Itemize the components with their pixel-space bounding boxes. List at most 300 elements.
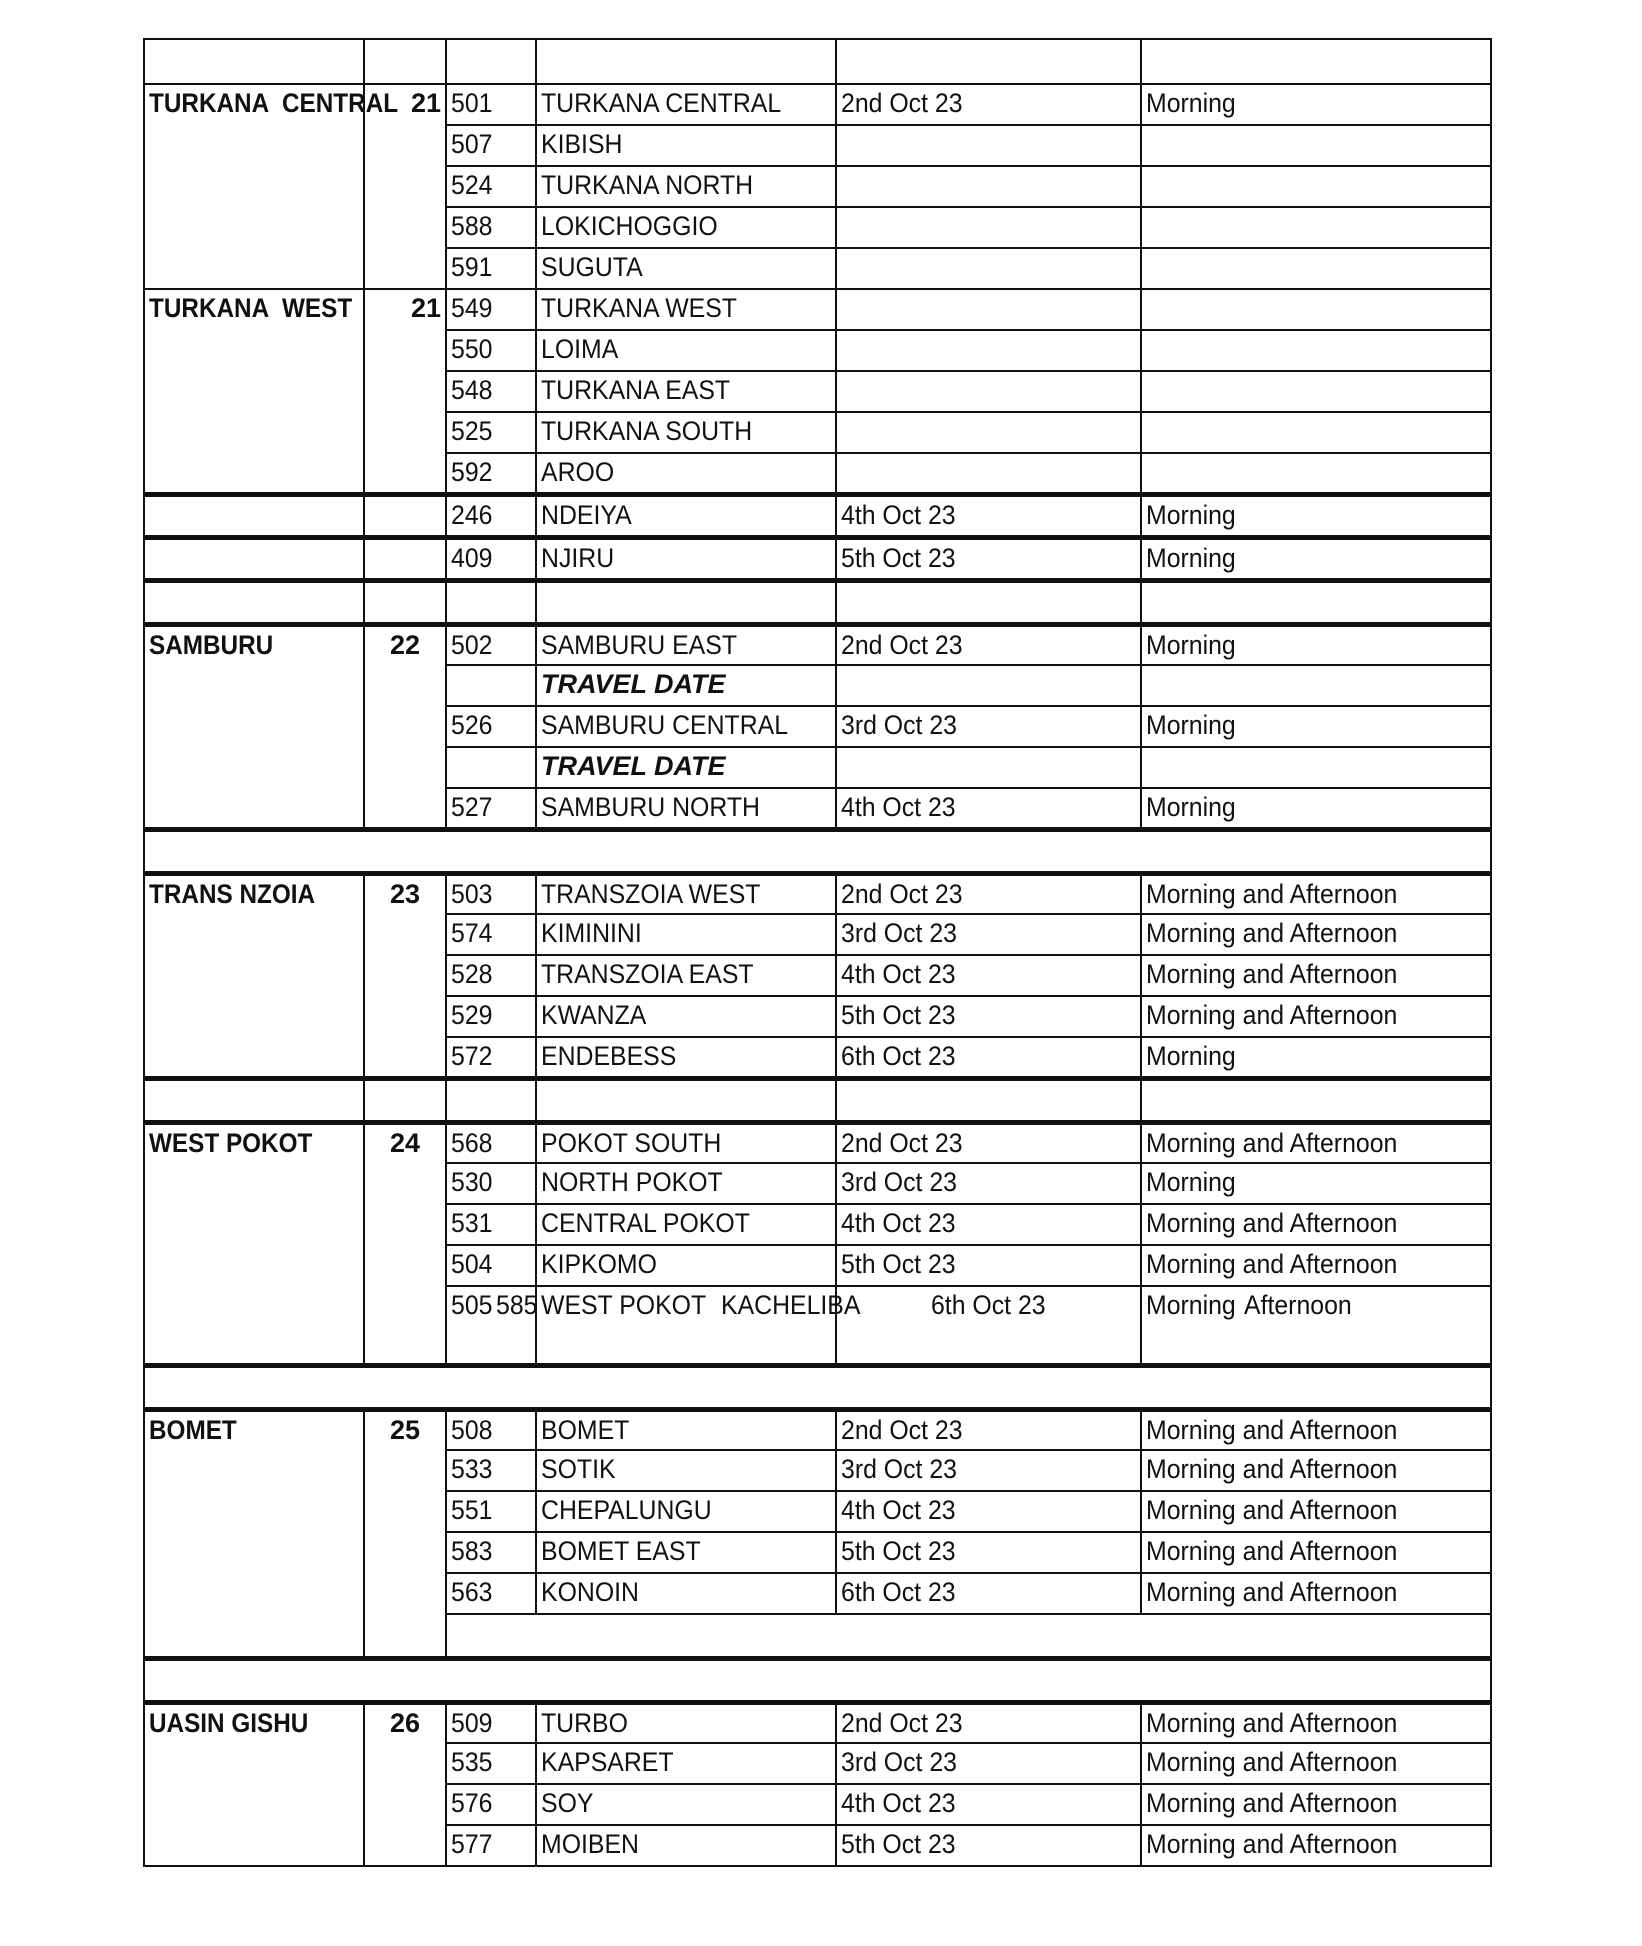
constituency-name: [536, 1784, 836, 1825]
session: [1141, 1204, 1491, 1245]
exam-date-text: 6th Oct 23: [931, 1290, 1046, 1320]
exam-date: [836, 125, 1141, 166]
constituency-code: [446, 1204, 536, 1245]
county-name-text: UASIN GISHU: [149, 1707, 309, 1738]
exam-date: [836, 624, 1141, 665]
constituency-code: [446, 1122, 536, 1163]
exam-date: [836, 1037, 1141, 1078]
constituency-code-text: 588: [451, 211, 493, 241]
county-code: [364, 494, 446, 537]
constituency-code-text: 591: [451, 252, 493, 282]
constituency-row: [144, 289, 1491, 330]
constituency-name-text: KIMININI: [541, 918, 642, 948]
constituency-code: [446, 1286, 536, 1365]
constituency-name-text: KIPKOMO: [541, 1249, 657, 1279]
session: [1141, 955, 1491, 996]
session-text: Morning: [1146, 1041, 1236, 1071]
exam-date-text: 2nd Oct 23: [841, 878, 963, 909]
exam-date-text: 2nd Oct 23: [841, 88, 963, 118]
exam-date-text: 5th Oct 23: [841, 1829, 956, 1859]
constituency-code: [446, 1245, 536, 1286]
constituency-name: [536, 1450, 836, 1491]
exam-date: [836, 914, 1141, 955]
session: [1141, 1163, 1491, 1204]
county-name-text: TRANS NZOIA: [149, 878, 316, 909]
separator-row: [144, 829, 1491, 873]
exam-date: [836, 1122, 1141, 1163]
session: [1141, 1743, 1491, 1784]
constituency-code-text: 577: [451, 1829, 493, 1859]
exam-date-text: 5th Oct 23: [841, 1249, 956, 1279]
session: [1141, 747, 1491, 788]
session-text: Morning and Afternoon: [1146, 1414, 1398, 1445]
constituency-row: [144, 873, 1491, 914]
exam-date-text: 6th Oct 23: [841, 1577, 956, 1607]
exam-date-text: 5th Oct 23: [841, 1536, 956, 1566]
constituency-name: [536, 706, 836, 747]
constituency-name-text: NJIRU: [541, 542, 615, 573]
constituency-name: [536, 1743, 836, 1784]
travel-date-label: [536, 665, 836, 706]
exam-date-text: 3rd Oct 23: [841, 1167, 957, 1197]
exam-date-text: 4th Oct 23: [841, 1208, 956, 1238]
county-name: [144, 289, 364, 494]
county-code-text: 22: [389, 629, 421, 660]
header-row: [144, 39, 1491, 84]
empty-cell: [1141, 1078, 1491, 1122]
session-text: Morning and Afternoon: [1146, 918, 1398, 948]
constituency-name-text: SOTIK: [541, 1454, 616, 1484]
exam-date: [836, 207, 1141, 248]
exam-date-text: 5th Oct 23: [841, 1000, 956, 1030]
constituency-name-text: TURKANA SOUTH: [541, 416, 753, 446]
constituency-name: [536, 289, 836, 330]
constituency-code: [446, 371, 536, 412]
exam-date-text: 2nd Oct 23: [841, 629, 963, 660]
constituency-code-text: 508: [451, 1414, 493, 1445]
county-code-text: 25: [389, 1414, 421, 1445]
session-text: Morning and Afternoon: [1146, 1000, 1398, 1030]
constituency-name-text: TURKANA CENTRAL: [541, 88, 782, 118]
constituency-code-text: 533: [451, 1454, 493, 1484]
constituency-row: [144, 1409, 1491, 1450]
session-text: Morning and Afternoon: [1146, 1208, 1398, 1238]
constituency-name: [536, 1491, 836, 1532]
session: [1141, 996, 1491, 1037]
session: [1141, 371, 1491, 412]
session-text: Morning and Afternoon: [1146, 1747, 1398, 1777]
empty-cell: [1141, 580, 1491, 624]
header-session: [1141, 39, 1491, 84]
constituency-code-text: 563: [451, 1577, 493, 1607]
constituency-name-text: CENTRAL POKOT: [541, 1208, 750, 1238]
exam-date-text: 2nd Oct 23: [841, 1707, 963, 1738]
constituency-name-text: NDEIYA: [541, 499, 632, 530]
constituency-code-text: 526: [451, 710, 493, 740]
empty-cell: [364, 1078, 446, 1122]
separator-row: [144, 580, 1491, 624]
constituency-name-text: NORTH POKOT: [541, 1167, 723, 1197]
session-text: Morning: [1146, 792, 1236, 822]
constituency-code-text: 505: [451, 1290, 493, 1320]
constituency-code: [446, 207, 536, 248]
constituency-name: [536, 207, 836, 248]
constituency-name: [536, 1245, 836, 1286]
travel-date-label: [536, 747, 836, 788]
session: [1141, 248, 1491, 289]
constituency-name-text: SAMBURU NORTH: [541, 792, 760, 822]
constituency-code-text: 535: [451, 1747, 493, 1777]
constituency-name: [536, 873, 836, 914]
empty-cell: [446, 580, 536, 624]
empty-cell: [536, 580, 836, 624]
county-name: [144, 1702, 364, 1866]
session: [1141, 1037, 1491, 1078]
session: [1141, 412, 1491, 453]
exam-date: [836, 412, 1141, 453]
county-code: [364, 289, 446, 494]
session: [1141, 207, 1491, 248]
empty-cell: [446, 1078, 536, 1122]
constituency-code: [446, 494, 536, 537]
empty-cell: [836, 580, 1141, 624]
constituency-name: [536, 125, 836, 166]
constituency-code-text: 502: [451, 629, 493, 660]
constituency-name: [536, 1122, 836, 1163]
constituency-code: [446, 453, 536, 494]
exam-date: [836, 1825, 1141, 1866]
constituency-name: [536, 1702, 836, 1743]
constituency-code: [446, 248, 536, 289]
constituency-name: [536, 84, 836, 125]
exam-date: [836, 1286, 1141, 1365]
constituency-code: [446, 330, 536, 371]
session-text: Morning and Afternoon: [1146, 1829, 1398, 1859]
constituency-name-text: WEST POKOT: [541, 1290, 707, 1320]
constituency-name: [536, 166, 836, 207]
constituency-name-text: LOKICHOGGIO: [541, 211, 718, 241]
county-name: [144, 873, 364, 1078]
session-text: Morning: [1146, 1290, 1236, 1320]
constituency-name-text: SAMBURU CENTRAL: [541, 710, 789, 740]
exam-date: [836, 788, 1141, 829]
constituency-row: [144, 1702, 1491, 1743]
exam-date: [836, 494, 1141, 537]
session-text: Morning: [1146, 629, 1236, 660]
county-name-text: WEST POKOT: [149, 1127, 313, 1158]
exam-date: [836, 665, 1141, 706]
session-text: Morning: [1146, 88, 1236, 118]
county-name: [144, 1122, 364, 1365]
constituency-name-text: TURBO: [541, 1707, 628, 1738]
constituency-name-text: TRANSZOIA EAST: [541, 959, 754, 989]
exam-date: [836, 248, 1141, 289]
travel-date-label-text: TRAVEL DATE: [541, 751, 726, 781]
exam-date: [836, 1450, 1141, 1491]
constituency-code-text: 530: [451, 1167, 493, 1197]
constituency-code: [446, 624, 536, 665]
empty-cell: [364, 580, 446, 624]
constituency-code-text: 592: [451, 457, 493, 487]
exam-date: [836, 873, 1141, 914]
exam-date-text: 4th Oct 23: [841, 959, 956, 989]
exam-date: [836, 1204, 1141, 1245]
constituency-name-text: TURKANA NORTH: [541, 170, 754, 200]
constituency-code: [446, 747, 536, 788]
session-text: Morning and Afternoon: [1146, 1577, 1398, 1607]
session-text: Morning and Afternoon: [1146, 1707, 1398, 1738]
exam-date: [836, 1702, 1141, 1743]
constituency-code-text: 551: [451, 1495, 493, 1525]
county-code-text: 24: [389, 1127, 421, 1158]
constituency-code-text: 501: [451, 88, 493, 118]
constituency-name-text: KAPSARET: [541, 1747, 674, 1777]
constituency-name-text: BOMET: [541, 1414, 630, 1445]
session-text: Morning and Afternoon: [1146, 1788, 1398, 1818]
constituency-name-text: AROO: [541, 457, 615, 487]
session-text: Morning and Afternoon: [1146, 1536, 1398, 1566]
exam-date: [836, 955, 1141, 996]
constituency-code-text: 524: [451, 170, 493, 200]
county-code-text: 21: [410, 88, 441, 118]
session: [1141, 1573, 1491, 1614]
session-text: Morning and Afternoon: [1146, 959, 1398, 989]
constituency-code: [446, 914, 536, 955]
exam-date-text: 4th Oct 23: [841, 499, 956, 530]
exam-date: [836, 706, 1141, 747]
session: [1141, 873, 1491, 914]
exam-date-text: 2nd Oct 23: [841, 1127, 963, 1158]
constituency-name-text: ENDEBESS: [541, 1041, 677, 1071]
constituency-name-text: BOMET EAST: [541, 1536, 701, 1566]
header-constituency: [536, 39, 836, 84]
constituency-code-text: 409: [451, 542, 493, 573]
exam-date: [836, 1532, 1141, 1573]
constituency-code: [446, 1743, 536, 1784]
constituency-name: [536, 1573, 836, 1614]
exam-date: [836, 1163, 1141, 1204]
county-code: [364, 537, 446, 580]
constituency-name-text: SUGUTA: [541, 252, 643, 282]
county-name: [144, 624, 364, 829]
session: [1141, 624, 1491, 665]
session: [1141, 494, 1491, 537]
session: [1141, 1784, 1491, 1825]
header-const-code: [446, 39, 536, 84]
constituency-name: [536, 330, 836, 371]
county-name-text: SAMBURU: [149, 629, 274, 660]
exam-date: [836, 371, 1141, 412]
county-code: [364, 1122, 446, 1365]
constituency-code: [446, 665, 536, 706]
constituency-name: [536, 788, 836, 829]
constituency-code: [446, 537, 536, 580]
constituency-name-text: SOY: [541, 1788, 594, 1818]
constituency-row: [144, 494, 1491, 537]
constituency-name: [536, 371, 836, 412]
exam-date-text: 3rd Oct 23: [841, 1747, 957, 1777]
constituency-code-text: 504: [451, 1249, 493, 1279]
header-date: [836, 39, 1141, 84]
constituency-code: [446, 166, 536, 207]
constituency-code-text: 529: [451, 1000, 493, 1030]
empty-cell: [536, 1078, 836, 1122]
header-county-code: [364, 39, 446, 84]
schedule-table: [143, 38, 1492, 1867]
separator-row: [144, 1658, 1491, 1702]
county-name-text: BOMET: [149, 1414, 237, 1445]
header-county: [144, 39, 364, 84]
constituency-name: [536, 453, 836, 494]
constituency-code-text: 509: [451, 1707, 493, 1738]
constituency-code-text: 550: [451, 334, 493, 364]
session: [1141, 84, 1491, 125]
session: [1141, 537, 1491, 580]
session-text: Morning and Afternoon: [1146, 1249, 1398, 1279]
session-text: Morning: [1146, 499, 1236, 530]
constituency-code: [446, 289, 536, 330]
exam-date-text: 5th Oct 23: [841, 542, 956, 573]
county-name: [144, 494, 364, 537]
exam-date-text: 4th Oct 23: [841, 1495, 956, 1525]
constituency-code: [446, 84, 536, 125]
session-text: Morning: [1146, 1167, 1236, 1197]
session: [1141, 914, 1491, 955]
constituency-name: [536, 248, 836, 289]
constituency-name-text: TRANSZOIA WEST: [541, 878, 761, 909]
exam-date: [836, 747, 1141, 788]
separator-row: [144, 1078, 1491, 1122]
session: [1141, 125, 1491, 166]
county-name-text: TURKANA: [149, 293, 270, 323]
exam-date-text: 2nd Oct 23: [841, 1414, 963, 1445]
exam-date: [836, 289, 1141, 330]
constituency-name: [536, 1409, 836, 1450]
exam-date: [836, 1784, 1141, 1825]
session: [1141, 1532, 1491, 1573]
session-text: Morning: [1146, 710, 1236, 740]
constituency-name-text: POKOT SOUTH: [541, 1127, 722, 1158]
constituency-name-text: SAMBURU EAST: [541, 629, 738, 660]
constituency-code-text: 585: [496, 1290, 538, 1320]
session-text: Afternoon: [1243, 1290, 1352, 1320]
constituency-name-text: KACHELIBA: [720, 1290, 860, 1320]
constituency-code-text: 531: [451, 1208, 493, 1238]
session-text: Morning and Afternoon: [1146, 1127, 1398, 1158]
exam-date: [836, 166, 1141, 207]
constituency-code: [446, 412, 536, 453]
constituency-code-text: 246: [451, 499, 493, 530]
empty-cell: [144, 580, 364, 624]
constituency-name-text: TURKANA EAST: [541, 375, 731, 405]
constituency-code-text: 568: [451, 1127, 493, 1158]
travel-date-label-text: TRAVEL DATE: [541, 669, 726, 699]
session: [1141, 1245, 1491, 1286]
constituency-code: [446, 706, 536, 747]
constituency-code: [446, 996, 536, 1037]
constituency-name: [536, 955, 836, 996]
exam-date: [836, 1743, 1141, 1784]
exam-date: [836, 84, 1141, 125]
constituency-code-text: 525: [451, 416, 493, 446]
session-text: Morning and Afternoon: [1146, 1495, 1398, 1525]
empty-cell: [144, 1078, 364, 1122]
county-code: [364, 1409, 446, 1658]
county-name-text: TURKANA: [149, 88, 270, 118]
constituency-name-text: KIBISH: [541, 129, 623, 159]
session: [1141, 289, 1491, 330]
constituency-code: [446, 955, 536, 996]
session: [1141, 453, 1491, 494]
session-text: Morning and Afternoon: [1146, 878, 1398, 909]
constituency-code-text: 574: [451, 918, 493, 948]
empty-cell: [144, 829, 1491, 873]
empty-cell: [836, 1078, 1141, 1122]
constituency-code: [446, 1702, 536, 1743]
constituency-code: [446, 125, 536, 166]
county-code: [364, 624, 446, 829]
exam-date: [836, 1491, 1141, 1532]
session: [1141, 1286, 1491, 1365]
constituency-name: [536, 1163, 836, 1204]
county-code: [364, 873, 446, 1078]
session: [1141, 788, 1491, 829]
constituency-name-text: LOIMA: [541, 334, 619, 364]
constituency-code: [446, 1825, 536, 1866]
constituency-code-text: 576: [451, 1788, 493, 1818]
constituency-code-text: 528: [451, 959, 493, 989]
constituency-code-text: 549: [451, 293, 493, 323]
constituency-name-text: KWANZA: [541, 1000, 647, 1030]
constituency-row: [144, 537, 1491, 580]
county-code-text: 23: [389, 878, 421, 909]
empty-cell: [144, 1658, 1491, 1702]
constituency-name: [536, 537, 836, 580]
constituency-code: [446, 788, 536, 829]
county-name: [144, 1409, 364, 1658]
county-name: [144, 84, 399, 289]
county-code-text: 26: [389, 1707, 421, 1738]
constituency-code-text: 507: [451, 129, 493, 159]
constituency-code-text: 503: [451, 878, 493, 909]
county-code: [364, 1702, 446, 1866]
constituency-code: [446, 1163, 536, 1204]
exam-date: [836, 330, 1141, 371]
constituency-name-text: MOIBEN: [541, 1829, 639, 1859]
constituency-code-text: 572: [451, 1041, 493, 1071]
constituency-code-text: 548: [451, 375, 493, 405]
constituency-name: [536, 914, 836, 955]
session: [1141, 166, 1491, 207]
exam-date: [836, 537, 1141, 580]
empty-cell: [446, 1614, 1491, 1658]
constituency-name: [536, 1286, 860, 1365]
constituency-name: [536, 1204, 836, 1245]
schedule-sheet: [143, 38, 1490, 1867]
session: [1141, 665, 1491, 706]
constituency-code: [446, 1491, 536, 1532]
exam-date-text: 6th Oct 23: [841, 1041, 956, 1071]
session: [1141, 1491, 1491, 1532]
empty-cell: [144, 1365, 1491, 1409]
exam-date-text: 4th Oct 23: [841, 1788, 956, 1818]
constituency-name: [536, 1037, 836, 1078]
constituency-code: [446, 1037, 536, 1078]
constituency-name: [536, 1825, 836, 1866]
constituency-name: [536, 412, 836, 453]
county-name-text: WEST: [282, 293, 353, 323]
county-code-text: 21: [410, 293, 441, 323]
